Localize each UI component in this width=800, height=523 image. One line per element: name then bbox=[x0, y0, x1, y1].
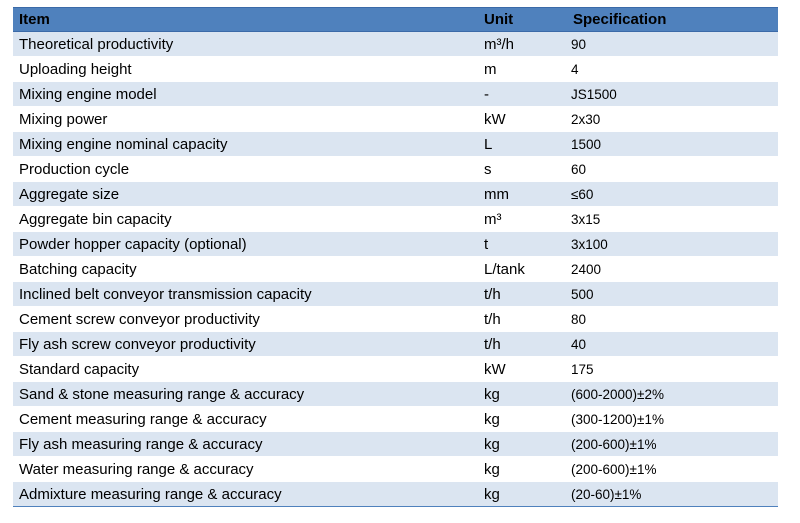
row-spec-cell: (600-2000)±2% bbox=[567, 382, 778, 407]
row-item-cell: Water measuring range & accuracy bbox=[13, 457, 478, 482]
table-row bbox=[13, 107, 778, 132]
table-row bbox=[13, 182, 778, 207]
row-unit-cell: m³ bbox=[478, 207, 567, 232]
table-row bbox=[13, 357, 778, 382]
row-unit-cell: m³/h bbox=[478, 32, 567, 57]
row-unit-cell: t/h bbox=[478, 332, 567, 357]
row-item-cell: Inclined belt conveyor transmission capacity bbox=[13, 282, 478, 307]
row-item-cell: Sand & stone measuring range & accuracy bbox=[13, 382, 478, 407]
row-spec-cell: 90 bbox=[567, 32, 778, 57]
row-item-cell: Standard capacity bbox=[13, 357, 478, 382]
row-spec-cell: 3x100 bbox=[567, 232, 778, 257]
row-unit-cell: kW bbox=[478, 107, 567, 132]
row-item-cell: Powder hopper capacity (optional) bbox=[13, 232, 478, 257]
row-spec-cell: 80 bbox=[567, 307, 778, 332]
table-row bbox=[13, 382, 778, 407]
table-header-row bbox=[13, 8, 778, 32]
row-unit-cell: L bbox=[478, 132, 567, 157]
row-item-cell: Mixing engine nominal capacity bbox=[13, 132, 478, 157]
row-unit-cell: kg bbox=[478, 382, 567, 407]
row-spec-cell: 500 bbox=[567, 282, 778, 307]
specification-table bbox=[13, 7, 778, 507]
table-row bbox=[13, 257, 778, 282]
row-item-cell: Aggregate size bbox=[13, 182, 478, 207]
row-unit-cell: m bbox=[478, 57, 567, 82]
header-unit: Unit bbox=[478, 8, 567, 32]
row-spec-cell: 60 bbox=[567, 157, 778, 182]
row-item-cell: Aggregate bin capacity bbox=[13, 207, 478, 232]
row-item-cell: Batching capacity bbox=[13, 257, 478, 282]
row-item-cell: Admixture measuring range & accuracy bbox=[13, 482, 478, 507]
row-spec-cell: (200-600)±1% bbox=[567, 457, 778, 482]
row-spec-cell: 2x30 bbox=[567, 107, 778, 132]
row-spec-cell: 40 bbox=[567, 332, 778, 357]
row-unit-cell: t bbox=[478, 232, 567, 257]
row-spec-cell: 3x15 bbox=[567, 207, 778, 232]
row-item-cell: Fly ash screw conveyor productivity bbox=[13, 332, 478, 357]
row-unit-cell: kW bbox=[478, 357, 567, 382]
row-spec-cell: JS1500 bbox=[567, 82, 778, 107]
table-row bbox=[13, 57, 778, 82]
row-item-cell: Production cycle bbox=[13, 157, 478, 182]
row-item-cell: Cement measuring range & accuracy bbox=[13, 407, 478, 432]
row-spec-cell: (300-1200)±1% bbox=[567, 407, 778, 432]
table-row bbox=[13, 82, 778, 107]
header-item: Item bbox=[13, 8, 478, 32]
row-spec-cell: (20-60)±1% bbox=[567, 482, 778, 507]
row-spec-cell: 1500 bbox=[567, 132, 778, 157]
spec-table-container bbox=[13, 7, 778, 507]
row-unit-cell: mm bbox=[478, 182, 567, 207]
row-spec-cell: 175 bbox=[567, 357, 778, 382]
row-item-cell: Fly ash measuring range & accuracy bbox=[13, 432, 478, 457]
row-unit-cell: kg bbox=[478, 457, 567, 482]
row-item-cell: Cement screw conveyor productivity bbox=[13, 307, 478, 332]
row-unit-cell: - bbox=[478, 82, 567, 107]
table-row bbox=[13, 307, 778, 332]
row-unit-cell: t/h bbox=[478, 307, 567, 332]
row-item-cell: Mixing power bbox=[13, 107, 478, 132]
table-row bbox=[13, 282, 778, 307]
table-row bbox=[13, 32, 778, 57]
row-unit-cell: kg bbox=[478, 432, 567, 457]
table-row bbox=[13, 432, 778, 457]
table-row bbox=[13, 407, 778, 432]
row-unit-cell: L/tank bbox=[478, 257, 567, 282]
row-item-cell: Mixing engine model bbox=[13, 82, 478, 107]
row-spec-cell: 2400 bbox=[567, 257, 778, 282]
row-unit-cell: t/h bbox=[478, 282, 567, 307]
table-row bbox=[13, 232, 778, 257]
row-item-cell: Uploading height bbox=[13, 57, 478, 82]
row-spec-cell: ≤60 bbox=[567, 182, 778, 207]
row-unit-cell: kg bbox=[478, 482, 567, 507]
table-row bbox=[13, 132, 778, 157]
table-row bbox=[13, 207, 778, 232]
row-item-cell: Theoretical productivity bbox=[13, 32, 478, 57]
row-spec-cell: 4 bbox=[567, 57, 778, 82]
row-unit-cell: s bbox=[478, 157, 567, 182]
table-row bbox=[13, 157, 778, 182]
table-row bbox=[13, 482, 778, 507]
row-spec-cell: (200-600)±1% bbox=[567, 432, 778, 457]
table-row bbox=[13, 457, 778, 482]
header-specification: Specification bbox=[567, 8, 778, 32]
table-row bbox=[13, 332, 778, 357]
row-unit-cell: kg bbox=[478, 407, 567, 432]
